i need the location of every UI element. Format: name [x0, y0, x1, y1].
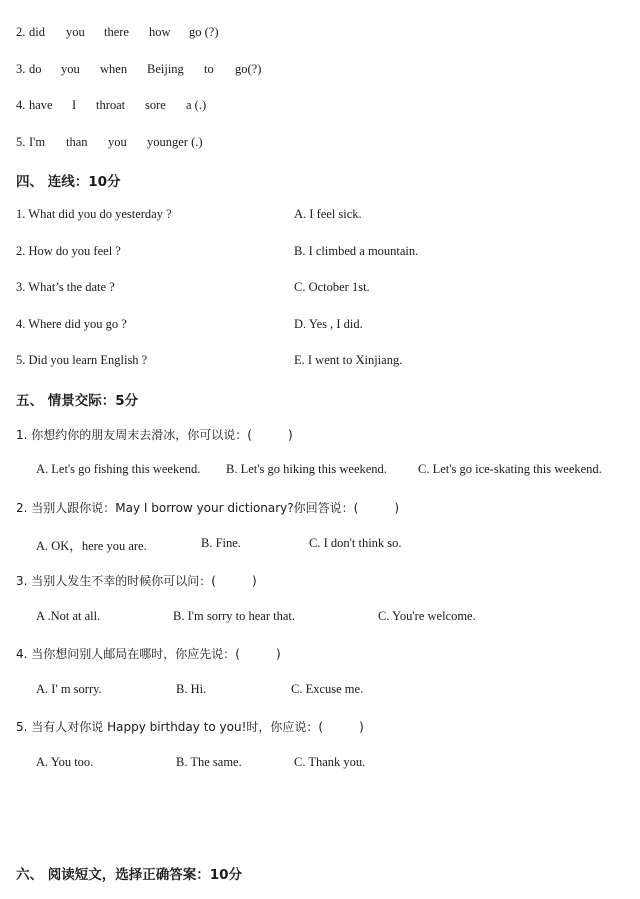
option-a: A .Not at all. — [36, 609, 101, 623]
scramble-word: do — [29, 62, 42, 76]
question-text: 5. 当有人对你说 Happy birthday to you!时，你应说：( ) — [16, 720, 364, 734]
scramble-word: you — [108, 135, 127, 149]
scramble-word: Beijing — [147, 62, 184, 76]
option-b: B. Fine. — [201, 536, 241, 550]
scramble-word: to — [204, 62, 214, 76]
section-heading-situational: 五、 情景交际：5分 — [16, 393, 139, 409]
matching-question: 5. Did you learn English ? — [16, 353, 148, 367]
item-number: 5. — [16, 135, 26, 149]
item-number: 4. — [16, 98, 26, 112]
matching-question: 2. How do you feel ? — [16, 244, 121, 258]
question-text: 4. 当你想问别人邮局在哪时，你应先说：( ) — [16, 647, 281, 661]
scramble-word: I — [72, 98, 77, 112]
matching-answer: B. I climbed a mountain. — [294, 244, 419, 258]
matching-answer: C. October 1st. — [294, 280, 370, 294]
matching-question: 1. What did you do yesterday ? — [16, 207, 172, 221]
option-c: C. You're welcome. — [378, 609, 476, 623]
scramble-word: younger (.) — [147, 135, 203, 149]
scramble-word: I'm — [29, 135, 46, 149]
matching-question: 4. Where did you go ? — [16, 317, 127, 331]
question-text: 1. 你想约你的朋友周末去滑冰，你可以说：( ) — [16, 428, 293, 442]
scramble-word: did — [29, 25, 45, 39]
matching-answer: D. Yes , I did. — [294, 317, 363, 331]
option-b: B. The same. — [176, 755, 242, 769]
scramble-word: how — [149, 25, 171, 39]
matching-question: 3. What’s the date ? — [16, 280, 115, 294]
matching-answer: E. I went to Xinjiang. — [294, 353, 403, 367]
option-a: A. Let's go fishing this weekend. — [36, 462, 201, 476]
scramble-word: you — [66, 25, 85, 39]
option-a: A. OK，here you are. — [36, 539, 147, 553]
scramble-word: go(?) — [235, 62, 262, 76]
scramble-word: than — [66, 135, 88, 149]
question-text: 3. 当别人发生不幸的时候你可以问：( ) — [16, 574, 257, 588]
option-c: C. I don't think so. — [309, 536, 402, 550]
scramble-word: throat — [96, 98, 126, 112]
matching-answer: A. I feel sick. — [294, 207, 362, 221]
scramble-word: have — [29, 98, 53, 112]
option-b: B. Hi. — [176, 682, 207, 696]
scramble-word: go (?) — [189, 25, 219, 39]
option-b: B. I'm sorry to hear that. — [173, 609, 296, 623]
option-a: A. You too. — [36, 755, 94, 769]
scramble-word: sore — [145, 98, 166, 112]
scramble-word: a (.) — [186, 98, 207, 112]
option-b: B. Let's go hiking this weekend. — [226, 462, 387, 476]
section-heading-reading: 六、 阅读短文，选择正确答案：10分 — [16, 867, 242, 883]
option-a: A. I' m sorry. — [36, 682, 102, 696]
item-number: 2. — [16, 25, 26, 39]
scramble-word: when — [100, 62, 128, 76]
option-c: C. Let's go ice-skating this weekend. — [418, 462, 602, 476]
section-heading-matching: 四、 连线：10分 — [16, 174, 121, 190]
scramble-word: there — [104, 25, 129, 39]
option-c: C. Thank you. — [294, 755, 366, 769]
option-c: C. Excuse me. — [291, 682, 364, 696]
item-number: 3. — [16, 62, 26, 76]
question-text: 2. 当别人跟你说：May I borrow your dictionary?你回答说：( ) — [16, 501, 400, 515]
scramble-word: you — [61, 62, 80, 76]
